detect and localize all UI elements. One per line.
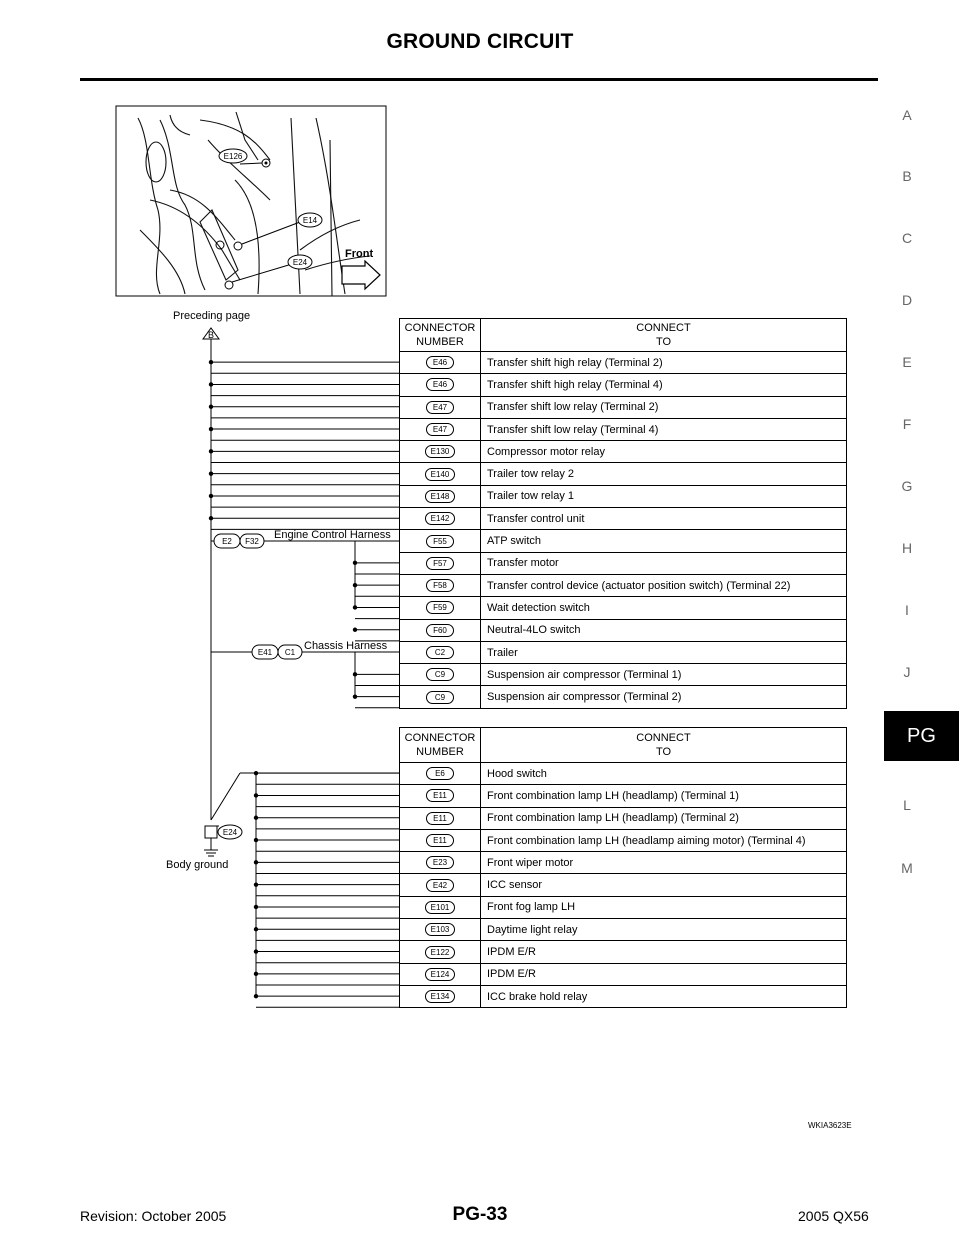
chassis-harness-connector-1: E41 (257, 648, 273, 657)
table1-row (400, 641, 847, 663)
table1-row (400, 485, 847, 507)
table1-row (400, 374, 847, 396)
connector-number-cell (400, 418, 481, 440)
chassis-harness-label: Chassis Harness (304, 640, 388, 652)
connector-number-cell (400, 641, 481, 663)
connector-number-cell (400, 396, 481, 418)
connector-id: F59 (426, 601, 454, 614)
preceding-page-label: Preceding page (173, 310, 251, 322)
connector-number-cell (400, 508, 481, 530)
connector-id: E130 (425, 445, 456, 458)
connect-to-cell: Compressor motor relay (481, 441, 847, 463)
connector-number-cell (400, 963, 481, 985)
table1-row (400, 619, 847, 641)
connector-id: E124 (425, 968, 456, 981)
connector-number-cell (400, 763, 481, 785)
chassis-harness-connector-2: C1 (284, 648, 296, 657)
junction-dot (254, 927, 258, 931)
side-index-l[interactable]: L (903, 797, 911, 813)
connect-to-cell: ATP switch (481, 530, 847, 552)
connector-id: F60 (426, 624, 454, 637)
figure-code: WKIA3623E (808, 1121, 852, 1130)
table2-row (400, 852, 847, 874)
connect-to-cell: Trailer tow relay 2 (481, 463, 847, 485)
connector-id: F58 (426, 579, 454, 592)
connect-to-cell: Front combination lamp LH (headlamp) (Terminal 2) (481, 807, 847, 829)
junction-dot (353, 561, 357, 565)
connector-number-cell (400, 896, 481, 918)
table1-header-connect: CONNECT TO (481, 319, 847, 352)
side-index-i[interactable]: I (905, 602, 909, 618)
connector-id: E11 (426, 812, 454, 825)
table2-row (400, 963, 847, 985)
connector-number-cell (400, 807, 481, 829)
connect-to-cell: Transfer control device (actuator position switch) (Terminal 22) (481, 574, 847, 596)
junction-dot (254, 905, 258, 909)
table2-row (400, 763, 847, 785)
page-title: GROUND CIRCUIT (386, 30, 574, 53)
junction-dot (254, 816, 258, 820)
connector-id: E46 (426, 356, 454, 369)
connect-to-cell: ICC sensor (481, 874, 847, 896)
preceding-connector-label: B (207, 330, 215, 340)
table2-row (400, 829, 847, 851)
connector-table-lower (399, 727, 847, 1008)
connector-id: E11 (426, 789, 454, 802)
model-label: 2005 QX56 (798, 1208, 869, 1224)
connector-id: C9 (426, 668, 454, 681)
table1-row (400, 530, 847, 552)
connector-id: C2 (426, 646, 454, 659)
junction-dot (254, 994, 258, 998)
junction-dot (353, 694, 357, 698)
connector-number-cell (400, 441, 481, 463)
revision-label: Revision: October 2005 (80, 1208, 227, 1224)
junction-dot (254, 771, 258, 775)
connect-to-cell: IPDM E/R (481, 963, 847, 985)
connector-id: E140 (425, 468, 456, 481)
body-ground-label: Body ground (166, 859, 229, 871)
table2-header-connector: CONNECTOR NUMBER (400, 728, 481, 763)
side-index-e[interactable]: E (902, 354, 912, 370)
table1-row (400, 552, 847, 574)
table2-row (400, 919, 847, 941)
connector-number-cell (400, 552, 481, 574)
table2-row (400, 785, 847, 807)
connector-number-cell (400, 574, 481, 596)
connect-to-cell: Transfer shift high relay (Terminal 2) (481, 352, 847, 374)
connect-to-cell: Wait detection switch (481, 597, 847, 619)
table1-row (400, 508, 847, 530)
connector-id: E47 (426, 401, 454, 414)
side-index-h[interactable]: H (901, 540, 913, 556)
connect-to-cell: Trailer tow relay 1 (481, 485, 847, 507)
junction-dot (209, 382, 213, 386)
table1-row (400, 664, 847, 686)
front-label: Front (345, 248, 374, 260)
connector-id: E122 (425, 946, 456, 959)
photo-label-e14: E14 (302, 216, 318, 225)
side-index-g[interactable]: G (901, 478, 913, 494)
connector-id: E134 (425, 990, 456, 1003)
ground-connector-label: E24 (222, 828, 238, 837)
connector-id: E11 (426, 834, 454, 847)
table2-header-connect: CONNECT TO (481, 728, 847, 763)
junction-dot (209, 427, 213, 431)
junction-dot (353, 605, 357, 609)
connect-to-cell: Transfer shift high relay (Terminal 4) (481, 374, 847, 396)
connector-number-cell (400, 785, 481, 807)
connect-to-cell: Transfer control unit (481, 508, 847, 530)
connector-id: E23 (426, 856, 454, 869)
connector-id: E148 (425, 490, 456, 503)
table2-row (400, 896, 847, 918)
connector-number-cell (400, 530, 481, 552)
side-index-m[interactable]: M (901, 860, 913, 876)
engine-harness-label: Engine Control Harness (274, 529, 391, 541)
connect-to-cell: Daytime light relay (481, 919, 847, 941)
connect-to-cell: Suspension air compressor (Terminal 2) (481, 686, 847, 708)
connector-number-cell (400, 919, 481, 941)
junction-dot (254, 972, 258, 976)
connector-number-cell (400, 485, 481, 507)
connect-to-cell: IPDM E/R (481, 941, 847, 963)
junction-dot (254, 882, 258, 886)
engine-bay-illustration (116, 106, 386, 296)
connector-id: E6 (426, 767, 454, 780)
connector-number-cell (400, 829, 481, 851)
connect-to-cell: Suspension air compressor (Terminal 1) (481, 664, 847, 686)
table1-row (400, 597, 847, 619)
connector-number-cell (400, 941, 481, 963)
junction-dot (254, 838, 258, 842)
table1-row (400, 418, 847, 440)
wire-rows (209, 360, 400, 1007)
table1-row (400, 463, 847, 485)
table1-row (400, 396, 847, 418)
table2-row (400, 985, 847, 1007)
page-number: PG-33 (452, 1204, 508, 1225)
table1-header-connector: CONNECTOR NUMBER (400, 319, 481, 352)
side-index-f[interactable]: F (902, 416, 912, 432)
connector-number-cell (400, 374, 481, 396)
connector-id: E46 (426, 378, 454, 391)
junction-dot (209, 360, 213, 364)
junction-dot (353, 672, 357, 676)
junction-dot (353, 583, 357, 587)
connector-id: F55 (426, 535, 454, 548)
table1-row (400, 574, 847, 596)
junction-dot (254, 793, 258, 797)
side-index-j[interactable]: J (903, 664, 911, 680)
connector-id: E42 (426, 879, 454, 892)
table1-row (400, 352, 847, 374)
connect-to-cell: Front fog lamp LH (481, 896, 847, 918)
table2-row (400, 874, 847, 896)
engine-harness-connector-1: E2 (222, 537, 232, 546)
table2-row (400, 941, 847, 963)
connect-to-cell: Transfer shift low relay (Terminal 4) (481, 418, 847, 440)
junction-dot (209, 449, 213, 453)
connect-to-cell: Transfer shift low relay (Terminal 2) (481, 396, 847, 418)
table1-row (400, 441, 847, 463)
side-index-a[interactable]: A (902, 107, 912, 123)
connector-number-cell (400, 985, 481, 1007)
connector-number-cell (400, 619, 481, 641)
connect-to-cell: Trailer (481, 641, 847, 663)
junction-dot (209, 516, 213, 520)
junction-dot (209, 471, 213, 475)
connector-number-cell (400, 686, 481, 708)
connector-id: E47 (426, 423, 454, 436)
table2-row (400, 807, 847, 829)
connector-number-cell (400, 664, 481, 686)
connector-number-cell (400, 597, 481, 619)
connector-id: E101 (425, 901, 456, 914)
junction-dot (209, 494, 213, 498)
junction-dot (209, 405, 213, 409)
connect-to-cell: Front combination lamp LH (headlamp) (Terminal 1) (481, 785, 847, 807)
connector-id: C9 (426, 691, 454, 704)
connector-id: E142 (425, 512, 456, 525)
connector-number-cell (400, 852, 481, 874)
connect-to-cell: Transfer motor (481, 552, 847, 574)
engine-harness-connector-2: F32 (245, 537, 259, 546)
connector-number-cell (400, 463, 481, 485)
photo-label-e126: E126 (223, 152, 243, 161)
junction-dot (353, 628, 357, 632)
junction-dot (254, 860, 258, 864)
side-index-b[interactable]: B (902, 168, 912, 184)
connector-id: F57 (426, 557, 454, 570)
side-index-c[interactable]: C (901, 230, 913, 246)
table1-row (400, 686, 847, 708)
photo-label-e24: E24 (292, 258, 308, 267)
connect-to-cell: Hood switch (481, 763, 847, 785)
connect-to-cell: Front combination lamp LH (headlamp aiming motor) (Terminal 4) (481, 829, 847, 851)
connect-to-cell: Neutral-4LO switch (481, 619, 847, 641)
junction-dot (254, 949, 258, 953)
connect-to-cell: ICC brake hold relay (481, 985, 847, 1007)
connector-table-upper (399, 318, 847, 709)
connect-to-cell: Front wiper motor (481, 852, 847, 874)
connector-number-cell (400, 352, 481, 374)
side-index-d[interactable]: D (901, 292, 913, 308)
connector-id: E103 (425, 923, 456, 936)
connector-number-cell (400, 874, 481, 896)
side-index-active-tab[interactable]: PG (884, 711, 959, 761)
